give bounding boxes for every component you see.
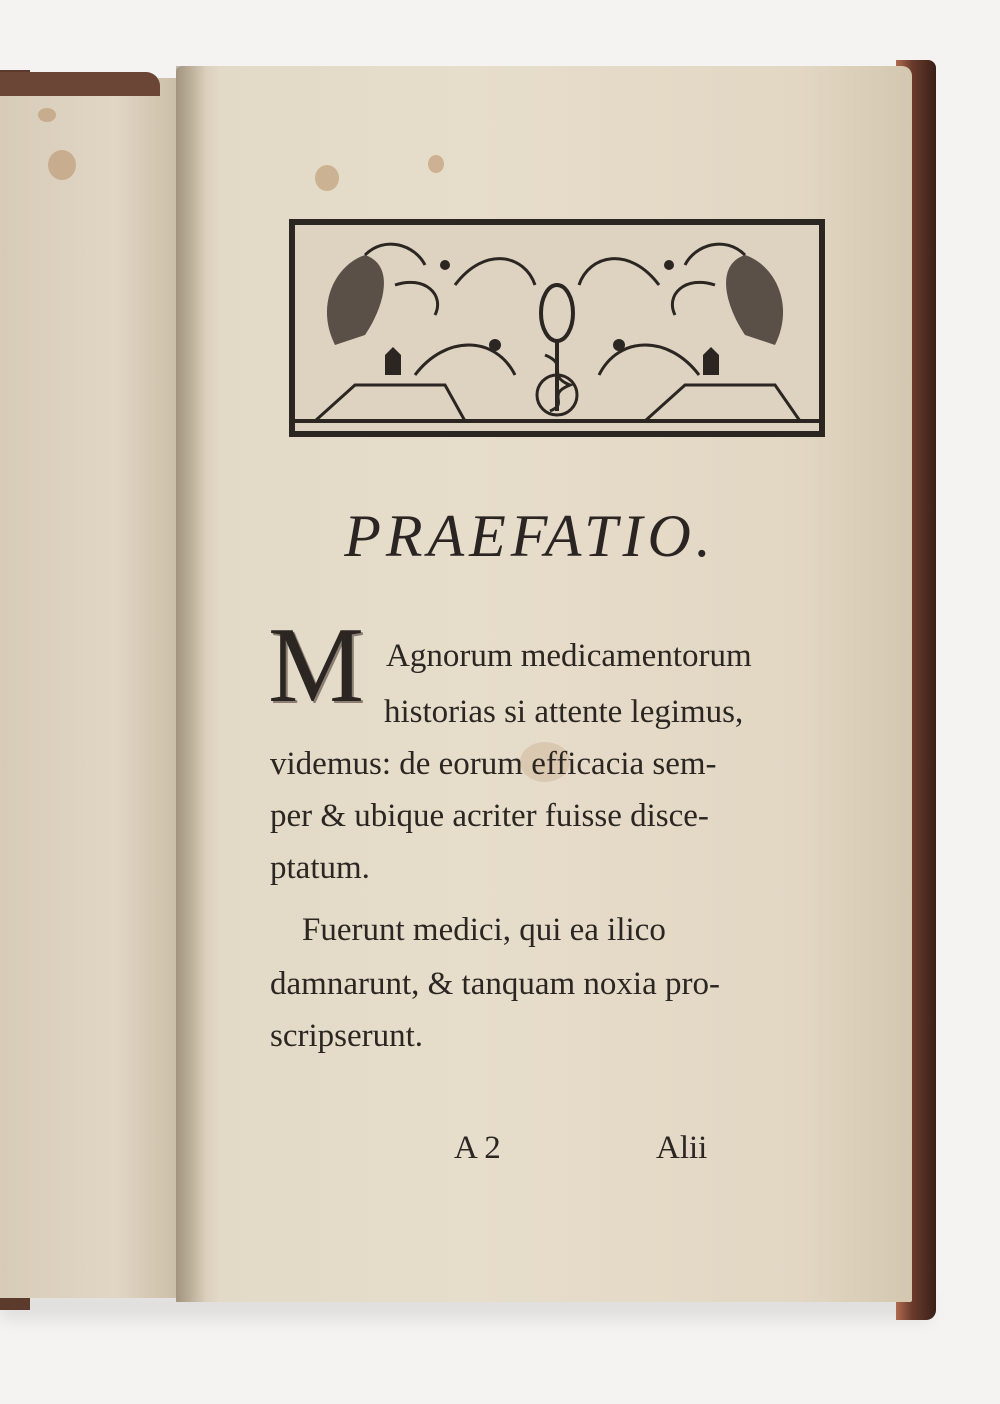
- catchword: Alii: [656, 1130, 708, 1166]
- text-line: videmus: de eorum efficacia sem-: [270, 746, 717, 782]
- text-line: historias si attente legimus,: [384, 694, 744, 730]
- drop-cap: M: [268, 606, 365, 725]
- signature-mark: A 2: [454, 1130, 501, 1166]
- text-line: per & ubique acriter fuisse disce-: [270, 798, 709, 834]
- text-line: Fuerunt medici, qui ea ilico: [302, 912, 666, 948]
- foxing-stain: [315, 165, 339, 191]
- text-line: Agnorum medicamentorum: [386, 638, 752, 674]
- foxing-stain: [48, 150, 76, 180]
- text-line: ptatum.: [270, 850, 370, 886]
- gutter-shadow: [176, 66, 206, 1302]
- text-line: scripserunt.: [270, 1018, 424, 1054]
- foxing-stain: [428, 155, 444, 173]
- left-page-edge: [0, 72, 160, 96]
- foxing-stain: [38, 108, 56, 122]
- chapter-title: PRAEFATIO.: [344, 503, 716, 569]
- ornament-engraving: [295, 225, 819, 431]
- text-line: damnarunt, & tanquam noxia pro-: [270, 966, 720, 1002]
- left-page: [0, 78, 192, 1298]
- ornament-headpiece: [289, 219, 825, 437]
